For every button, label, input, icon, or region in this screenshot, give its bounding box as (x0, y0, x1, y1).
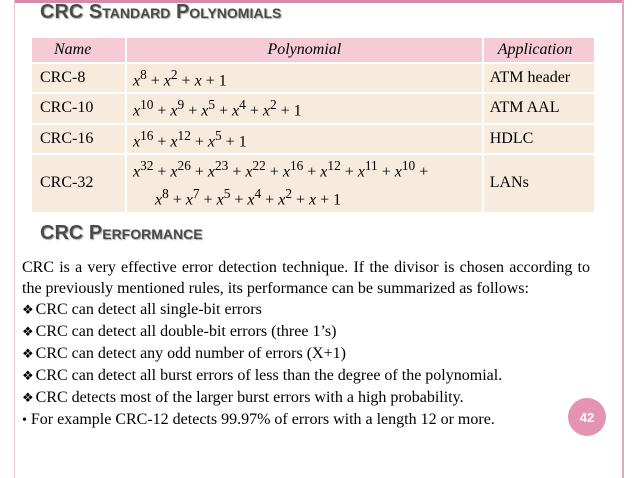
page-number-badge (568, 398, 606, 436)
list-item-text: CRC detects most of the larger burst errors with a high probability. (35, 389, 464, 406)
left-border (14, 0, 15, 478)
list-item (22, 343, 590, 365)
cell-polynomial (126, 63, 483, 93)
section-heading-performance (40, 222, 203, 245)
cell-polynomial (126, 93, 483, 123)
table-row (31, 154, 595, 213)
polynomial-line: $x^{16} + x^{12} + x^5 + 1$ (132, 127, 247, 150)
table-row (31, 93, 595, 123)
note-text: For example CRC-12 detects 99.97% of errors with a length 12 or more. (30, 411, 495, 428)
heading-text: CRC Standard Polynomials (40, 1, 282, 23)
list-item-text: CRC can detect all double-bit errors (three 1’s) (35, 323, 337, 340)
cell-application: ATM AAL (483, 93, 595, 123)
polynomial-line: $x^{32} + x^{26} + x^{23} + x^{22} + x^{16} + x^{12} + x^{11} + x^{10}$ + (132, 157, 429, 181)
note-item (22, 409, 590, 431)
column-header-application: Application (483, 37, 595, 63)
dot-bullet-icon: • (22, 413, 27, 428)
heading-text: CRC Performance (40, 222, 203, 244)
section-heading-standard-polynomials (40, 1, 281, 24)
cell-polynomial (126, 124, 483, 154)
intro-paragraph: CRC is a very effective error detection technique. If the divisor is chosen according to the previously mentioned rules, its performance can be summarized as follows: (22, 259, 590, 297)
cell-name: CRC-10 (31, 93, 126, 123)
cell-polynomial (126, 154, 483, 213)
table-row (31, 63, 595, 93)
polynomial-line: $x^{10} + x^9 + x^5 + x^4 + x^2 + 1$ (132, 97, 302, 120)
table-header-row (31, 37, 595, 63)
list-item (22, 299, 590, 321)
list-item-text: CRC can detect any odd number of errors (X+1) (35, 345, 346, 362)
cell-name: CRC-32 (31, 154, 126, 213)
cell-application: LANs (483, 154, 595, 213)
performance-text (22, 257, 590, 431)
table-body (31, 63, 595, 213)
bullet-list (22, 299, 590, 409)
list-item (22, 387, 590, 409)
diamond-bullet-icon: ❖ (22, 347, 34, 362)
column-header-polynomial: Polynomial (126, 37, 483, 63)
cell-application: ATM header (483, 63, 595, 93)
page-number: 42 (579, 409, 595, 425)
list-item-text: CRC can detect all burst errors of less than the degree of the polynomial. (35, 367, 503, 384)
list-item (22, 321, 590, 343)
diamond-bullet-icon: ❖ (22, 303, 34, 318)
list-item-text: CRC can detect all single-bit errors (35, 301, 262, 318)
right-border (622, 0, 624, 478)
cell-application: HDLC (483, 124, 595, 154)
diamond-bullet-icon: ❖ (22, 325, 34, 340)
diamond-bullet-icon: ❖ (22, 391, 34, 406)
diamond-bullet-icon: ❖ (22, 369, 34, 384)
cell-name: CRC-16 (31, 124, 126, 154)
cell-name: CRC-8 (31, 63, 126, 93)
column-header-name: Name (31, 37, 126, 63)
polynomial-line: $x^8 + x^7 + x^5 + x^4 + x^2 + x + 1$ (154, 186, 342, 209)
list-item (22, 365, 590, 387)
crc-polynomial-table (30, 36, 596, 214)
table-row (31, 124, 595, 154)
polynomial-line: $x^8 + x^2 + x + 1$ (132, 67, 227, 90)
